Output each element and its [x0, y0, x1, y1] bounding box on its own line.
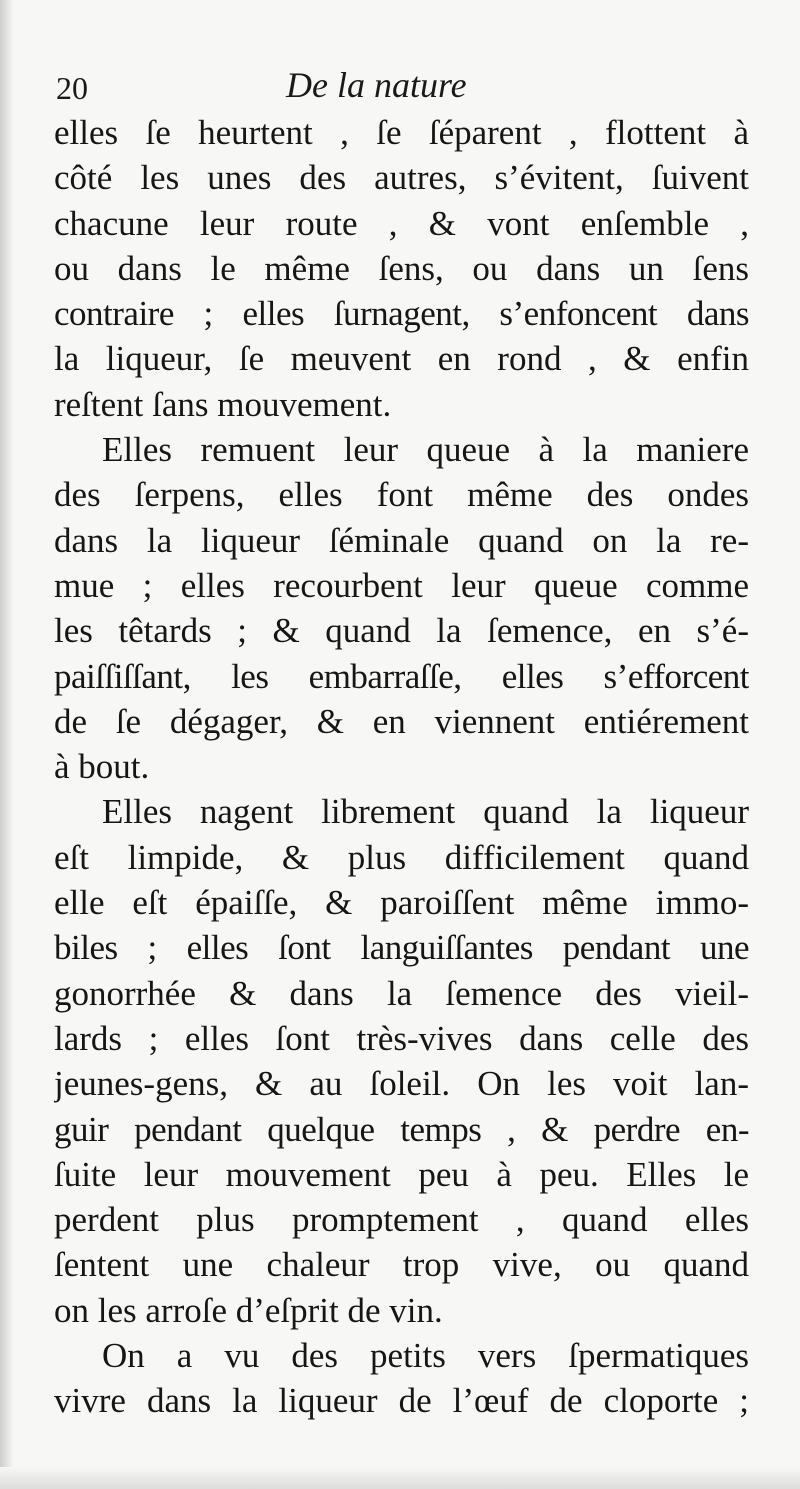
text-line: mue ; elles recourbent leur queue comme: [54, 565, 749, 605]
text-line: perdent plus promptement , quand elles: [54, 1200, 749, 1240]
text-line: paiſſiſſant, les embarraſſe, elles s’efforcent: [54, 656, 749, 696]
text-line: elle eſt épaiſſe, & paroiſſent même immo-: [54, 883, 749, 923]
text-line: elles ſe heurtent , ſe ſéparent , flottent à: [54, 113, 749, 152]
text-line: contraire ; elles ſurnagent, s’enfoncent dans: [54, 294, 749, 334]
text-line: On a vu des petits vers ſpermatiques: [102, 1336, 749, 1376]
text-line: côté les unes des autres, s’évitent, ſuivent: [54, 158, 749, 198]
text-line: de ſe dégager, & en viennent entiérement: [54, 701, 749, 741]
body-text: [54, 110, 749, 1424]
text-line: ſentent une chaleur trop vive, ou quand: [54, 1245, 749, 1285]
page-gutter-shadow: [0, 0, 14, 1489]
text-line: à bout.: [54, 747, 150, 787]
text-line: Elles remuent leur queue à la maniere: [102, 430, 749, 470]
text-line: vivre dans la liqueur de l’œuf de cloporte ;: [54, 1381, 749, 1421]
text-line: la liqueur, ſe meuvent en rond , & enfin: [54, 339, 749, 379]
page-bottom-shadow: [0, 1467, 800, 1489]
running-head-title: De la nature: [286, 65, 467, 105]
text-line: dans la liqueur ſéminale quand on la re-: [54, 520, 749, 560]
text-line: eſt limpide, & plus difficilement quand: [54, 837, 749, 877]
text-line: biles ; elles ſont languiſſantes pendant une: [54, 928, 749, 968]
text-line: guir pendant quelque temps , & perdre en-: [54, 1109, 749, 1149]
text-line: on les arroſe d’eſprit de vin.: [54, 1290, 443, 1330]
text-line: ou dans le même ſens, ou dans un ſens: [54, 248, 749, 288]
text-line: Elles nagent librement quand la liqueur: [102, 792, 749, 832]
text-line: ſuite leur mouvement peu à peu. Elles le: [54, 1154, 749, 1194]
text-line: chacune leur route , & vont enſemble ,: [54, 203, 749, 243]
text-line: des ſerpens, elles font même des ondes: [54, 475, 749, 515]
text-line: jeunes-gens, & au ſoleil. On les voit lan-: [54, 1064, 749, 1104]
running-head: [56, 64, 756, 114]
text-line: lards ; elles ſont très-vives dans celle des: [54, 1018, 749, 1058]
text-line: gonorrhée & dans la ſemence des vieil-: [54, 973, 749, 1013]
text-line: reſtent ſans mouvement.: [54, 384, 392, 424]
text-line: les têtards ; & quand la ſemence, en s’é-: [54, 611, 749, 651]
page-number: 20: [56, 70, 88, 106]
